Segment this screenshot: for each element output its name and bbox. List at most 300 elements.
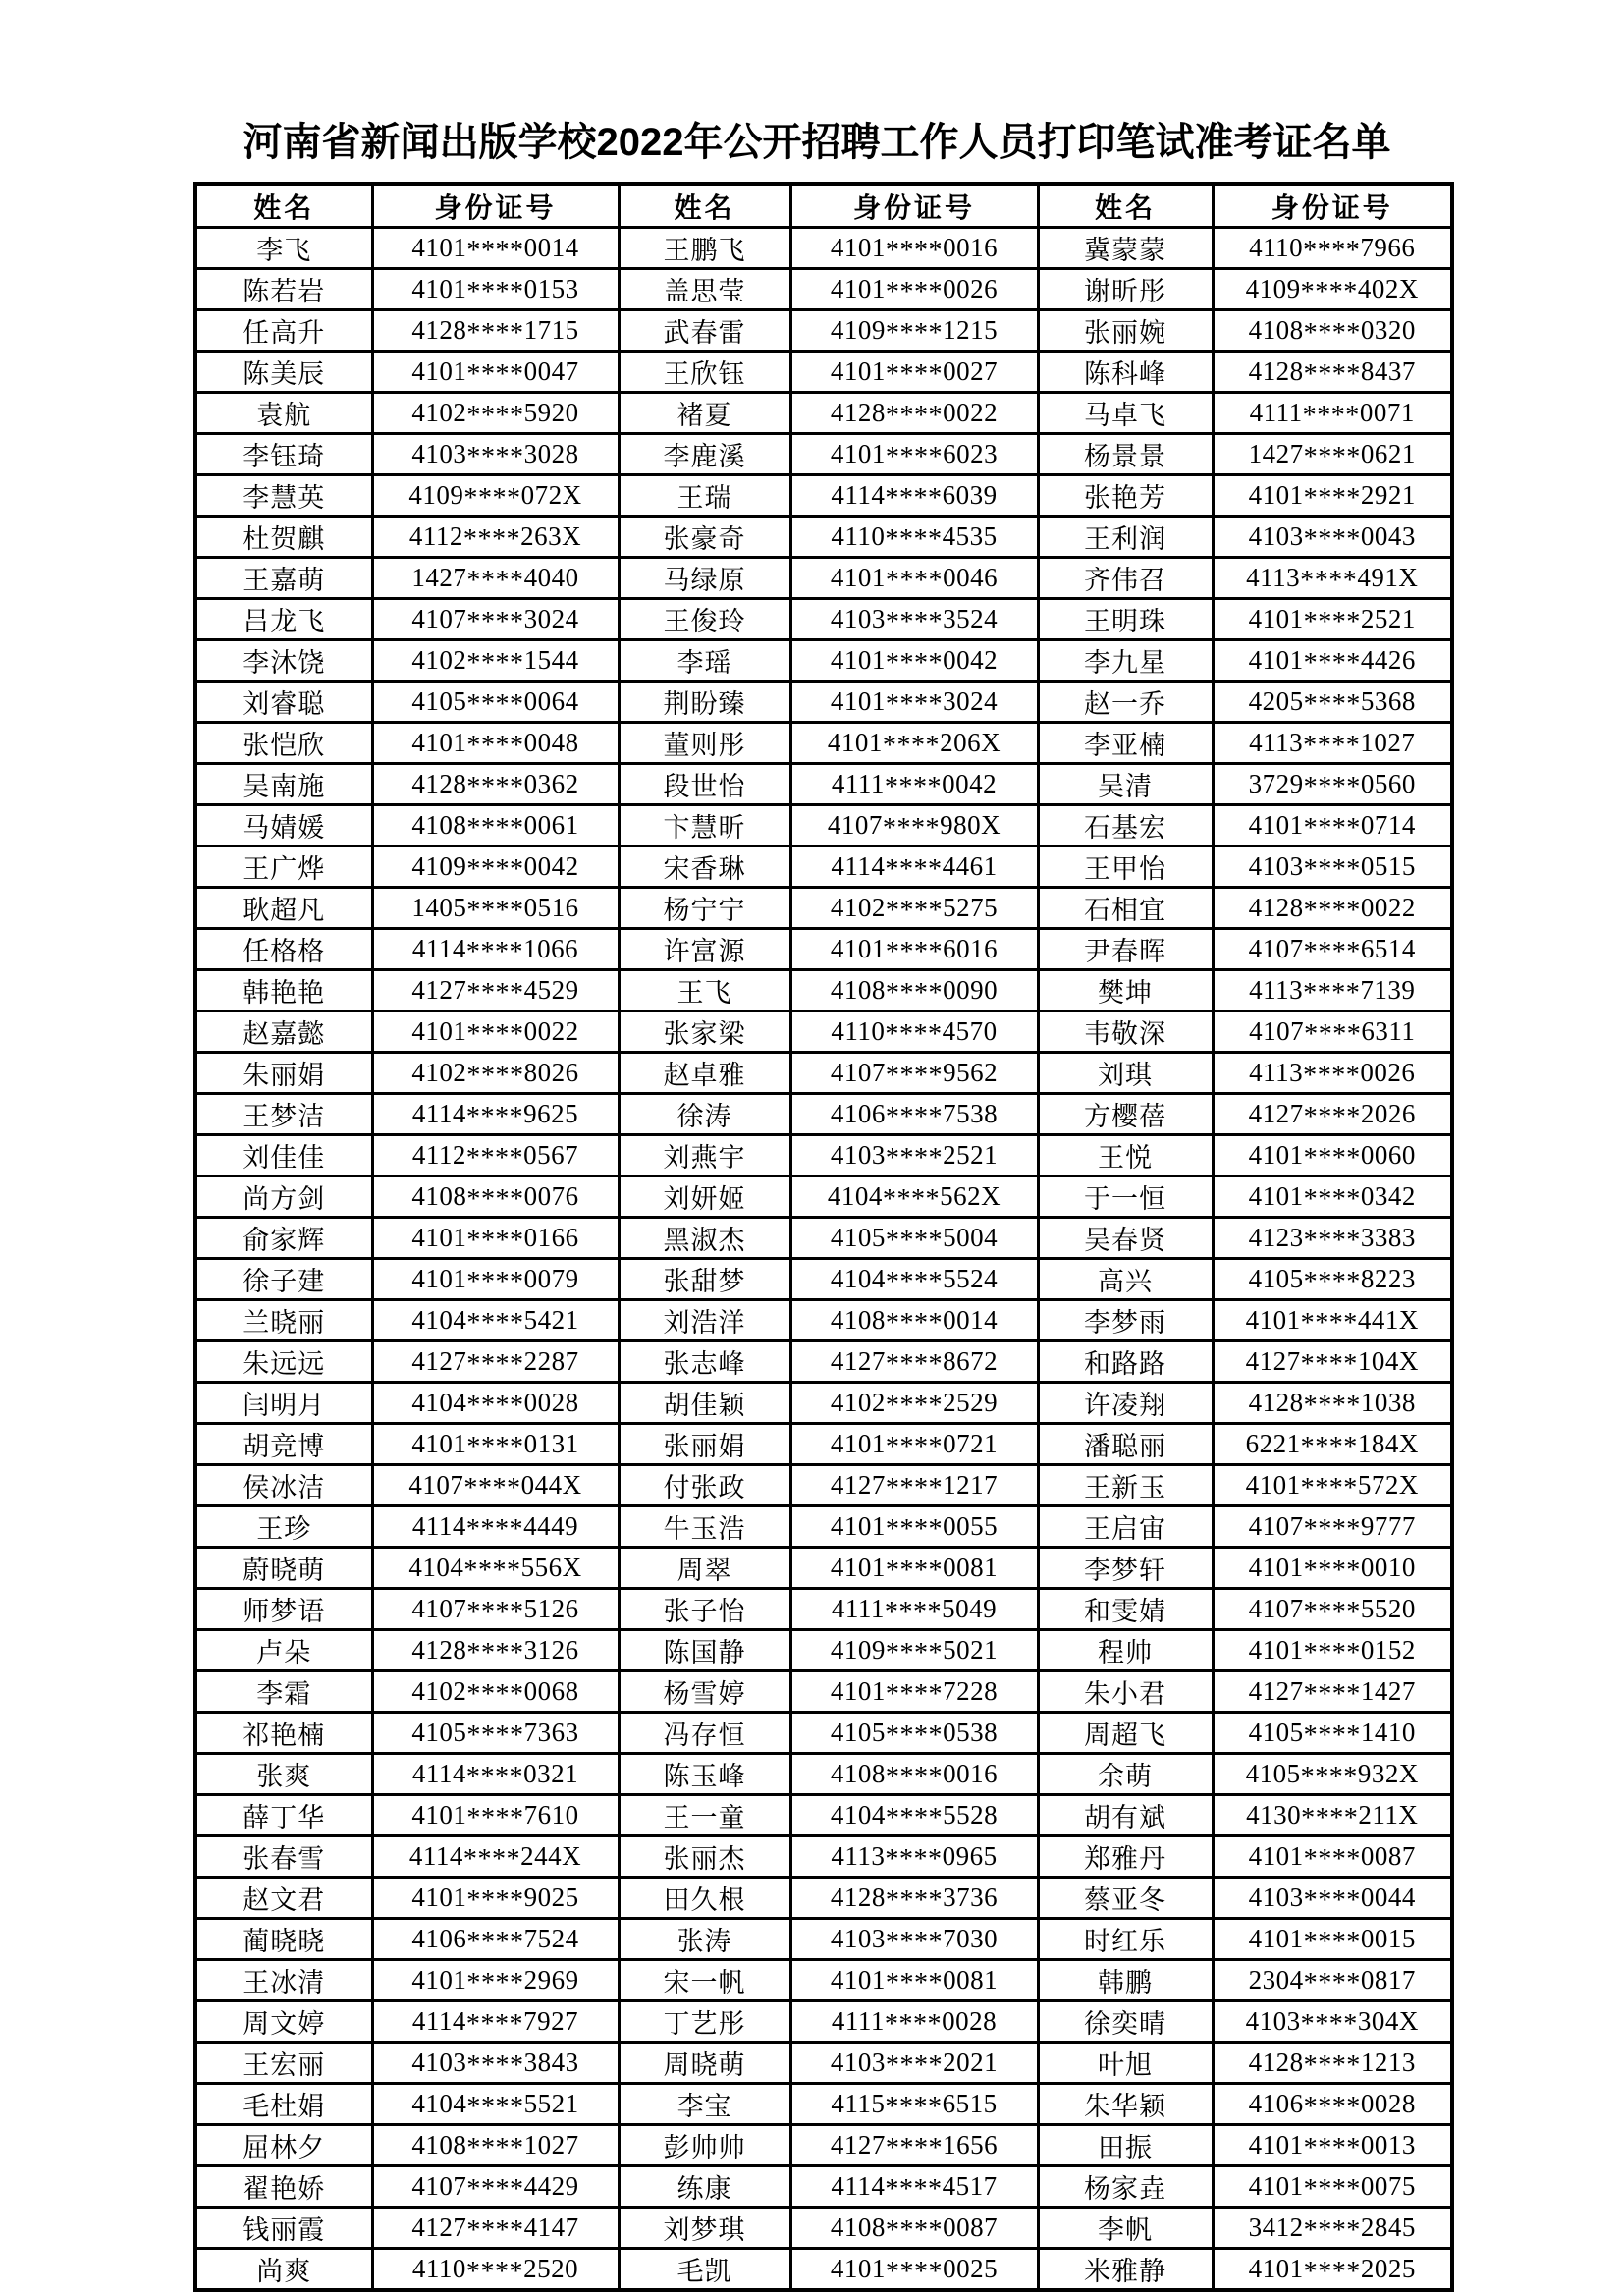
id-cell: 4110****4535 [790,517,1038,558]
id-cell: 4109****1215 [790,310,1038,352]
id-cell: 4103****304X [1213,2001,1452,2043]
name-cell: 朱华颖 [1038,2084,1213,2125]
name-cell: 齐伟召 [1038,558,1213,599]
id-cell: 4113****491X [1213,558,1452,599]
name-cell: 陈美辰 [195,352,372,393]
id-cell: 4111****0071 [1213,393,1452,434]
id-cell: 4109****072X [372,475,619,517]
table-row [195,2043,1452,2084]
id-cell: 4107****9777 [1213,1506,1452,1548]
id-cell: 1427****4040 [372,558,619,599]
name-cell: 盖思莹 [619,269,790,310]
id-cell: 4108****0076 [372,1176,619,1218]
name-cell: 朱丽娟 [195,1053,372,1094]
id-cell: 4104****5524 [790,1259,1038,1300]
name-cell: 刘燕宇 [619,1135,790,1176]
id-cell: 4105****1410 [1213,1713,1452,1754]
name-cell: 徐涛 [619,1094,790,1135]
name-cell: 李霜 [195,1671,372,1713]
name-cell: 丁艺彤 [619,2001,790,2043]
name-cell: 徐子建 [195,1259,372,1300]
id-cell: 4107****4429 [372,2166,619,2208]
id-cell: 4101****2521 [1213,599,1452,640]
table-row [195,1795,1452,1836]
id-cell: 4106****7524 [372,1919,619,1960]
id-cell: 4112****0567 [372,1135,619,1176]
name-cell: 李瑶 [619,640,790,682]
id-cell: 4110****2520 [372,2249,619,2291]
table-row [195,310,1452,352]
name-cell: 卞慧昕 [619,805,790,847]
name-column-header: 姓名 [1038,184,1213,228]
name-cell: 尚方剑 [195,1176,372,1218]
name-cell: 任高升 [195,310,372,352]
id-cell: 4107****9562 [790,1053,1038,1094]
table-row [195,1713,1452,1754]
table-row [195,764,1452,805]
name-cell: 刘梦琪 [619,2208,790,2249]
id-cell: 4114****244X [372,1836,619,1878]
name-cell: 王宏丽 [195,2043,372,2084]
id-cell: 4101****572X [1213,1465,1452,1506]
name-cell: 师梦语 [195,1589,372,1630]
id-cell: 4101****6023 [790,434,1038,475]
name-cell: 尚爽 [195,2249,372,2291]
name-cell: 赵嘉懿 [195,1011,372,1053]
name-cell: 韩鹏 [1038,1960,1213,2001]
name-cell: 薛丁华 [195,1795,372,1836]
name-cell: 田久根 [619,1878,790,1919]
id-cell: 4112****263X [372,517,619,558]
name-cell: 周翠 [619,1548,790,1589]
name-cell: 周晓萌 [619,2043,790,2084]
name-cell: 胡佳颖 [619,1383,790,1424]
name-cell: 王新玉 [1038,1465,1213,1506]
id-cell: 4128****3736 [790,1878,1038,1919]
id-column-header: 身份证号 [372,184,619,228]
id-cell: 4128****8437 [1213,352,1452,393]
id-cell: 4128****0022 [790,393,1038,434]
id-cell: 4103****0515 [1213,847,1452,888]
id-cell: 4111****0042 [790,764,1038,805]
name-cell: 杨宁宁 [619,888,790,929]
table-row [195,269,1452,310]
name-cell: 徐奕晴 [1038,2001,1213,2043]
id-cell: 4101****0153 [372,269,619,310]
id-cell: 4128****1715 [372,310,619,352]
name-cell: 杜贺麒 [195,517,372,558]
table-row [195,1341,1452,1383]
table-row [195,1548,1452,1589]
table-row [195,228,1452,269]
name-cell: 蔺晓晓 [195,1919,372,1960]
id-cell: 4101****0027 [790,352,1038,393]
table-row [195,393,1452,434]
name-cell: 蔡亚冬 [1038,1878,1213,1919]
table-row [195,1135,1452,1176]
name-cell: 陈国静 [619,1630,790,1671]
name-cell: 李沐饶 [195,640,372,682]
name-cell: 马卓飞 [1038,393,1213,434]
id-cell: 4114****1066 [372,929,619,970]
id-cell: 4107****6311 [1213,1011,1452,1053]
name-cell: 黑淑杰 [619,1218,790,1259]
id-cell: 6221****184X [1213,1424,1452,1465]
id-cell: 4114****4517 [790,2166,1038,2208]
name-cell: 潘聪丽 [1038,1424,1213,1465]
name-cell: 米雅静 [1038,2249,1213,2291]
name-cell: 周超飞 [1038,1713,1213,1754]
id-cell: 4127****2026 [1213,1094,1452,1135]
name-cell: 余萌 [1038,1754,1213,1795]
id-cell: 4101****6016 [790,929,1038,970]
id-cell: 4109****0042 [372,847,619,888]
id-cell: 4109****402X [1213,269,1452,310]
name-cell: 李慧英 [195,475,372,517]
table-row [195,1176,1452,1218]
id-cell: 4101****4426 [1213,640,1452,682]
id-cell: 4110****7966 [1213,228,1452,269]
id-cell: 4105****8223 [1213,1259,1452,1300]
id-cell: 4101****0060 [1213,1135,1452,1176]
id-cell: 4127****1217 [790,1465,1038,1506]
name-cell: 王梦洁 [195,1094,372,1135]
id-cell: 4101****0010 [1213,1548,1452,1589]
name-cell: 李宝 [619,2084,790,2125]
name-cell: 李亚楠 [1038,723,1213,764]
table-row [195,723,1452,764]
name-cell: 王利润 [1038,517,1213,558]
id-cell: 4101****0016 [790,228,1038,269]
name-cell: 袁航 [195,393,372,434]
table-row [195,2084,1452,2125]
table-row [195,1506,1452,1548]
name-cell: 王明珠 [1038,599,1213,640]
name-cell: 李九星 [1038,640,1213,682]
name-cell: 李梦轩 [1038,1548,1213,1589]
id-cell: 4101****0079 [372,1259,619,1300]
id-cell: 4127****2287 [372,1341,619,1383]
name-cell: 荆盼臻 [619,682,790,723]
id-cell: 4103****3028 [372,434,619,475]
name-cell: 侯冰洁 [195,1465,372,1506]
id-cell: 4107****044X [372,1465,619,1506]
id-cell: 4101****0081 [790,1548,1038,1589]
id-cell: 4102****1544 [372,640,619,682]
table-row [195,640,1452,682]
id-cell: 4101****0131 [372,1424,619,1465]
id-cell: 4114****4461 [790,847,1038,888]
id-cell: 4128****0362 [372,764,619,805]
table-row [195,1383,1452,1424]
id-cell: 4101****7610 [372,1795,619,1836]
id-cell: 4114****0321 [372,1754,619,1795]
id-cell: 3412****2845 [1213,2208,1452,2249]
id-cell: 4108****0320 [1213,310,1452,352]
table-row [195,1671,1452,1713]
id-cell: 4105****932X [1213,1754,1452,1795]
name-cell: 李鹿溪 [619,434,790,475]
name-cell: 祁艳楠 [195,1713,372,1754]
name-cell: 程帅 [1038,1630,1213,1671]
id-cell: 4101****3024 [790,682,1038,723]
name-cell: 毛凯 [619,2249,790,2291]
table-row [195,1218,1452,1259]
id-cell: 4101****0081 [790,1960,1038,2001]
id-cell: 2304****0817 [1213,1960,1452,2001]
id-cell: 4106****7538 [790,1094,1038,1135]
name-cell: 高兴 [1038,1259,1213,1300]
name-cell: 陈玉峰 [619,1754,790,1795]
id-cell: 4128****0022 [1213,888,1452,929]
id-cell: 4127****4147 [372,2208,619,2249]
id-cell: 4104****562X [790,1176,1038,1218]
name-cell: 卢朵 [195,1630,372,1671]
name-cell: 郑雅丹 [1038,1836,1213,1878]
id-cell: 4105****0064 [372,682,619,723]
id-cell: 4101****0342 [1213,1176,1452,1218]
name-cell: 刘佳佳 [195,1135,372,1176]
header-row [195,184,1452,228]
table-row [195,682,1452,723]
id-cell: 4103****0044 [1213,1878,1452,1919]
name-cell: 谢昕彤 [1038,269,1213,310]
name-cell: 和雯婧 [1038,1589,1213,1630]
name-cell: 李飞 [195,228,372,269]
id-cell: 4107****980X [790,805,1038,847]
id-cell: 4101****0055 [790,1506,1038,1548]
id-cell: 4102****0068 [372,1671,619,1713]
table-row [195,1960,1452,2001]
name-cell: 屈林夕 [195,2125,372,2166]
name-cell: 王俊玲 [619,599,790,640]
id-cell: 3729****0560 [1213,764,1452,805]
id-cell: 4127****1656 [790,2125,1038,2166]
id-cell: 4104****0028 [372,1383,619,1424]
table-row [195,434,1452,475]
table-row [195,475,1452,517]
id-cell: 4113****0965 [790,1836,1038,1878]
id-cell: 4103****7030 [790,1919,1038,1960]
name-cell: 马婧媛 [195,805,372,847]
table-row [195,1053,1452,1094]
name-cell: 张家梁 [619,1011,790,1053]
name-cell: 闫明月 [195,1383,372,1424]
id-cell: 4108****1027 [372,2125,619,2166]
roster-table [193,182,1454,2292]
name-cell: 杨景景 [1038,434,1213,475]
name-cell: 李帆 [1038,2208,1213,2249]
name-cell: 许凌翔 [1038,1383,1213,1424]
name-cell: 牛玉浩 [619,1506,790,1548]
name-cell: 褚夏 [619,393,790,434]
id-cell: 4101****0013 [1213,2125,1452,2166]
name-cell: 俞家辉 [195,1218,372,1259]
name-cell: 许富源 [619,929,790,970]
name-cell: 王甲怡 [1038,847,1213,888]
name-cell: 刘睿聪 [195,682,372,723]
id-cell: 4114****7927 [372,2001,619,2043]
table-row [195,599,1452,640]
id-cell: 4111****5049 [790,1589,1038,1630]
id-cell: 4205****5368 [1213,682,1452,723]
name-cell: 董则彤 [619,723,790,764]
id-cell: 4114****4449 [372,1506,619,1548]
name-cell: 赵卓雅 [619,1053,790,1094]
table-row [195,2208,1452,2249]
name-cell: 张恺欣 [195,723,372,764]
id-cell: 4114****6039 [790,475,1038,517]
table-row [195,847,1452,888]
id-cell: 4101****206X [790,723,1038,764]
name-cell: 王广烨 [195,847,372,888]
id-cell: 4113****0026 [1213,1053,1452,1094]
id-cell: 4103****0043 [1213,517,1452,558]
name-cell: 冀蒙蒙 [1038,228,1213,269]
id-cell: 4113****1027 [1213,723,1452,764]
id-cell: 4127****4529 [372,970,619,1011]
name-cell: 杨雪婷 [619,1671,790,1713]
name-cell: 王欣钰 [619,352,790,393]
id-cell: 4127****8672 [790,1341,1038,1383]
table-row [195,2125,1452,2166]
name-cell: 李钰琦 [195,434,372,475]
id-column-header: 身份证号 [1213,184,1452,228]
id-cell: 4101****0087 [1213,1836,1452,1878]
id-cell: 4108****0061 [372,805,619,847]
id-cell: 4128****1038 [1213,1383,1452,1424]
table-row [195,2249,1452,2291]
id-cell: 1427****0621 [1213,434,1452,475]
id-cell: 4114****9625 [372,1094,619,1135]
name-cell: 武春雷 [619,310,790,352]
name-cell: 朱小君 [1038,1671,1213,1713]
id-cell: 4101****7228 [790,1671,1038,1713]
id-cell: 4101****0014 [372,228,619,269]
table-header [195,184,1452,228]
id-cell: 4101****441X [1213,1300,1452,1341]
id-cell: 4101****0714 [1213,805,1452,847]
name-cell: 杨家垚 [1038,2166,1213,2208]
name-cell: 王鹏飞 [619,228,790,269]
id-cell: 4102****2529 [790,1383,1038,1424]
id-cell: 4101****9025 [372,1878,619,1919]
id-cell: 4101****0721 [790,1424,1038,1465]
id-cell: 4107****5126 [372,1589,619,1630]
name-cell: 兰晓丽 [195,1300,372,1341]
name-column-header: 姓名 [619,184,790,228]
table-row [195,1754,1452,1795]
id-cell: 4101****0048 [372,723,619,764]
name-cell: 吴春贤 [1038,1218,1213,1259]
name-cell: 宋一帆 [619,1960,790,2001]
table-row [195,1919,1452,1960]
id-cell: 4107****5520 [1213,1589,1452,1630]
name-cell: 田振 [1038,2125,1213,2166]
table-row [195,1094,1452,1135]
id-cell: 4101****0025 [790,2249,1038,2291]
name-cell: 尹春晖 [1038,929,1213,970]
id-cell: 4104****5421 [372,1300,619,1341]
name-cell: 吕龙飞 [195,599,372,640]
name-cell: 彭帅帅 [619,2125,790,2166]
name-cell: 张艳芳 [1038,475,1213,517]
id-cell: 4101****0046 [790,558,1038,599]
id-cell: 4109****5021 [790,1630,1038,1671]
table-row [195,929,1452,970]
name-cell: 方樱蓓 [1038,1094,1213,1135]
name-cell: 周文婷 [195,2001,372,2043]
name-cell: 王嘉萌 [195,558,372,599]
name-cell: 张春雪 [195,1836,372,1878]
id-cell: 4107****3024 [372,599,619,640]
table-row [195,1424,1452,1465]
name-cell: 叶旭 [1038,2043,1213,2084]
id-cell: 4102****5920 [372,393,619,434]
name-cell: 朱远远 [195,1341,372,1383]
id-cell: 4108****0014 [790,1300,1038,1341]
id-cell: 4101****0152 [1213,1630,1452,1671]
name-cell: 刘浩洋 [619,1300,790,1341]
name-cell: 胡竞博 [195,1424,372,1465]
name-cell: 和路路 [1038,1341,1213,1383]
name-cell: 付张政 [619,1465,790,1506]
name-cell: 王启宙 [1038,1506,1213,1548]
name-cell: 张豪奇 [619,517,790,558]
id-cell: 4127****1427 [1213,1671,1452,1713]
id-cell: 4110****4570 [790,1011,1038,1053]
id-cell: 4102****8026 [372,1053,619,1094]
name-cell: 樊坤 [1038,970,1213,1011]
name-cell: 练康 [619,2166,790,2208]
name-cell: 翟艳娇 [195,2166,372,2208]
name-cell: 毛杜娟 [195,2084,372,2125]
table-row [195,2001,1452,2043]
table-row [195,805,1452,847]
id-cell: 4128****3126 [372,1630,619,1671]
name-cell: 吴清 [1038,764,1213,805]
name-cell: 宋香琳 [619,847,790,888]
id-cell: 1405****0516 [372,888,619,929]
name-cell: 陈科峰 [1038,352,1213,393]
table-row [195,888,1452,929]
id-cell: 4105****7363 [372,1713,619,1754]
id-cell: 4101****0047 [372,352,619,393]
id-cell: 4101****0075 [1213,2166,1452,2208]
name-cell: 张涛 [619,1919,790,1960]
name-cell: 李梦雨 [1038,1300,1213,1341]
id-cell: 4111****0028 [790,2001,1038,2043]
name-cell: 王飞 [619,970,790,1011]
table-row [195,970,1452,1011]
name-cell: 胡有斌 [1038,1795,1213,1836]
name-cell: 于一恒 [1038,1176,1213,1218]
table-body [195,228,1452,2291]
name-column-header: 姓名 [195,184,372,228]
table-row [195,1630,1452,1671]
name-cell: 张甜梦 [619,1259,790,1300]
id-column-header: 身份证号 [790,184,1038,228]
name-cell: 韦敬深 [1038,1011,1213,1053]
id-cell: 4103****2521 [790,1135,1038,1176]
id-cell: 4104****5528 [790,1795,1038,1836]
id-cell: 4104****556X [372,1548,619,1589]
id-cell: 4103****3524 [790,599,1038,640]
table-row [195,1589,1452,1630]
name-cell: 张爽 [195,1754,372,1795]
table-row [195,1259,1452,1300]
name-cell: 刘妍姬 [619,1176,790,1218]
